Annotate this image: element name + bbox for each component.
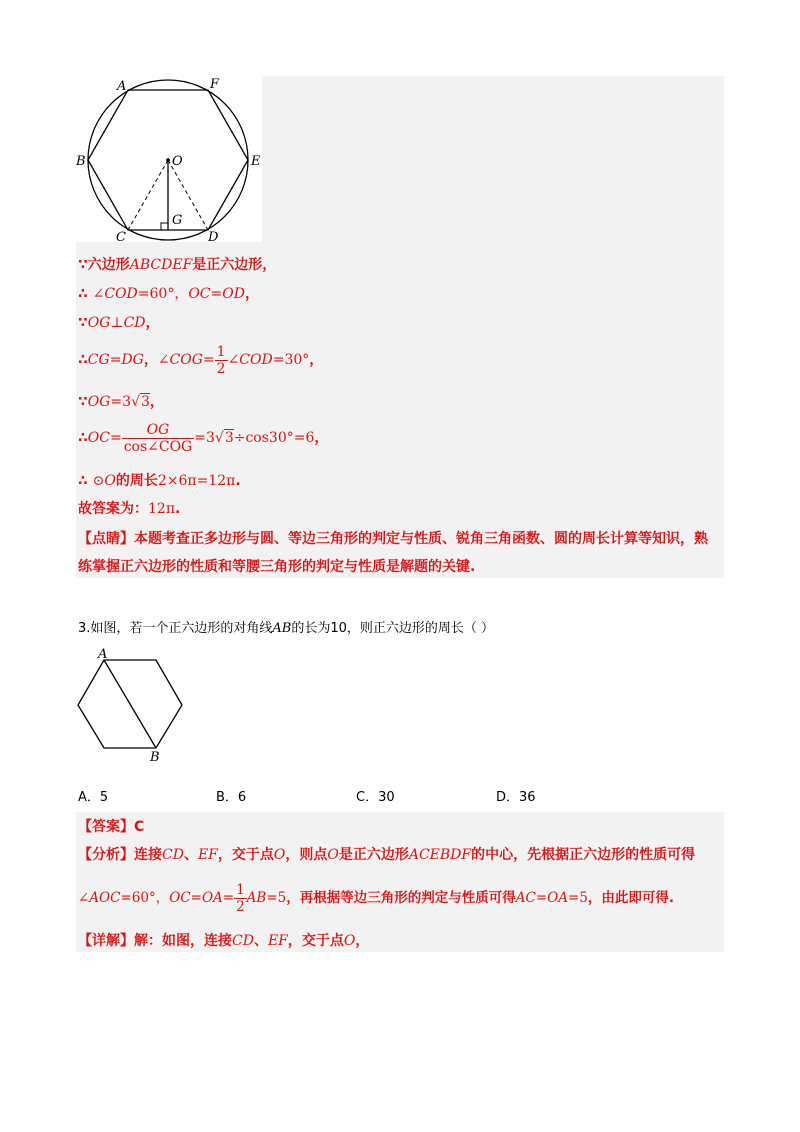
- label-A-q3: A: [98, 647, 108, 662]
- fraction-half: $\frac{1}{2}$: [216, 343, 226, 377]
- label-B: B: [76, 154, 86, 169]
- figure-hexagon-circle: [76, 76, 262, 242]
- label-O: O: [172, 154, 183, 169]
- solution-line-3: ∵OG⊥CD，: [78, 315, 160, 331]
- figure-hexagon-diagonal: [72, 644, 192, 764]
- label-A: A: [117, 79, 127, 94]
- option-d[interactable]: D．36: [496, 790, 536, 805]
- solution-line-7: ∴ ⊙O的周长2×6π=12π.: [78, 473, 241, 489]
- option-c[interactable]: C．30: [356, 790, 395, 805]
- label-F: F: [210, 77, 220, 92]
- analysis-line-1: 【分析】连接CD、EF，交于点O，则点O是正六边形ACEBDF的中心，先根据正六边形的性质可得: [78, 847, 696, 863]
- detail-line-1: 【详解】解：如图，连接CD、EF，交于点O，: [78, 933, 370, 949]
- option-a[interactable]: A．5: [78, 790, 109, 805]
- solution-line-8: 故答案为：12π.: [78, 501, 181, 517]
- label-D: D: [208, 230, 219, 242]
- question-3: 3.如图，若一个正六边形的对角线AB的长为10，则正六边形的周长（ ）: [78, 621, 495, 636]
- label-B-q3: B: [150, 750, 160, 764]
- label-C: C: [116, 230, 126, 242]
- label-G: G: [172, 213, 183, 228]
- answer-label: 【答案】C: [78, 819, 145, 835]
- fraction-og-cos: $\frac{OG}{\text{cos∠COG}}$: [123, 421, 193, 455]
- solution-line-1: ∵六边形ABCDEF是正六边形，: [78, 257, 277, 273]
- label-E: E: [251, 154, 261, 169]
- remark-line-1: 【点睛】本题考查正多边形与圆、等边三角形的判定与性质、锐角三角函数、圆的周长计算等知识，熟: [78, 531, 708, 547]
- solution-line-4: ∴CG=DG，∠COG= $\frac{1}{2}$ ∠COD=30°，: [78, 343, 324, 377]
- analysis-line-2: ∠AOC=60°，OC=OA= $\frac{1}{2}$ AB=5，再根据等边三角形的判定与性质可得AC=OA=5，由此即可得.: [78, 881, 675, 915]
- option-b[interactable]: B．6: [216, 790, 247, 805]
- solution-line-6: ∴OC= $\frac{OG}{\text{cos∠COG}}$ =3√3÷cos30°=6，: [78, 421, 329, 455]
- fraction-half-2: $\frac{1}{2}$: [236, 881, 245, 915]
- remark-line-2: 练掌握正六边形的性质和等腰三角形的判定与性质是解题的关键.: [78, 559, 476, 575]
- solution-line-5: ∵OG=3√3，: [78, 394, 164, 410]
- solution-line-2: ∴ ∠COD=60°，OC=OD，: [78, 286, 259, 302]
